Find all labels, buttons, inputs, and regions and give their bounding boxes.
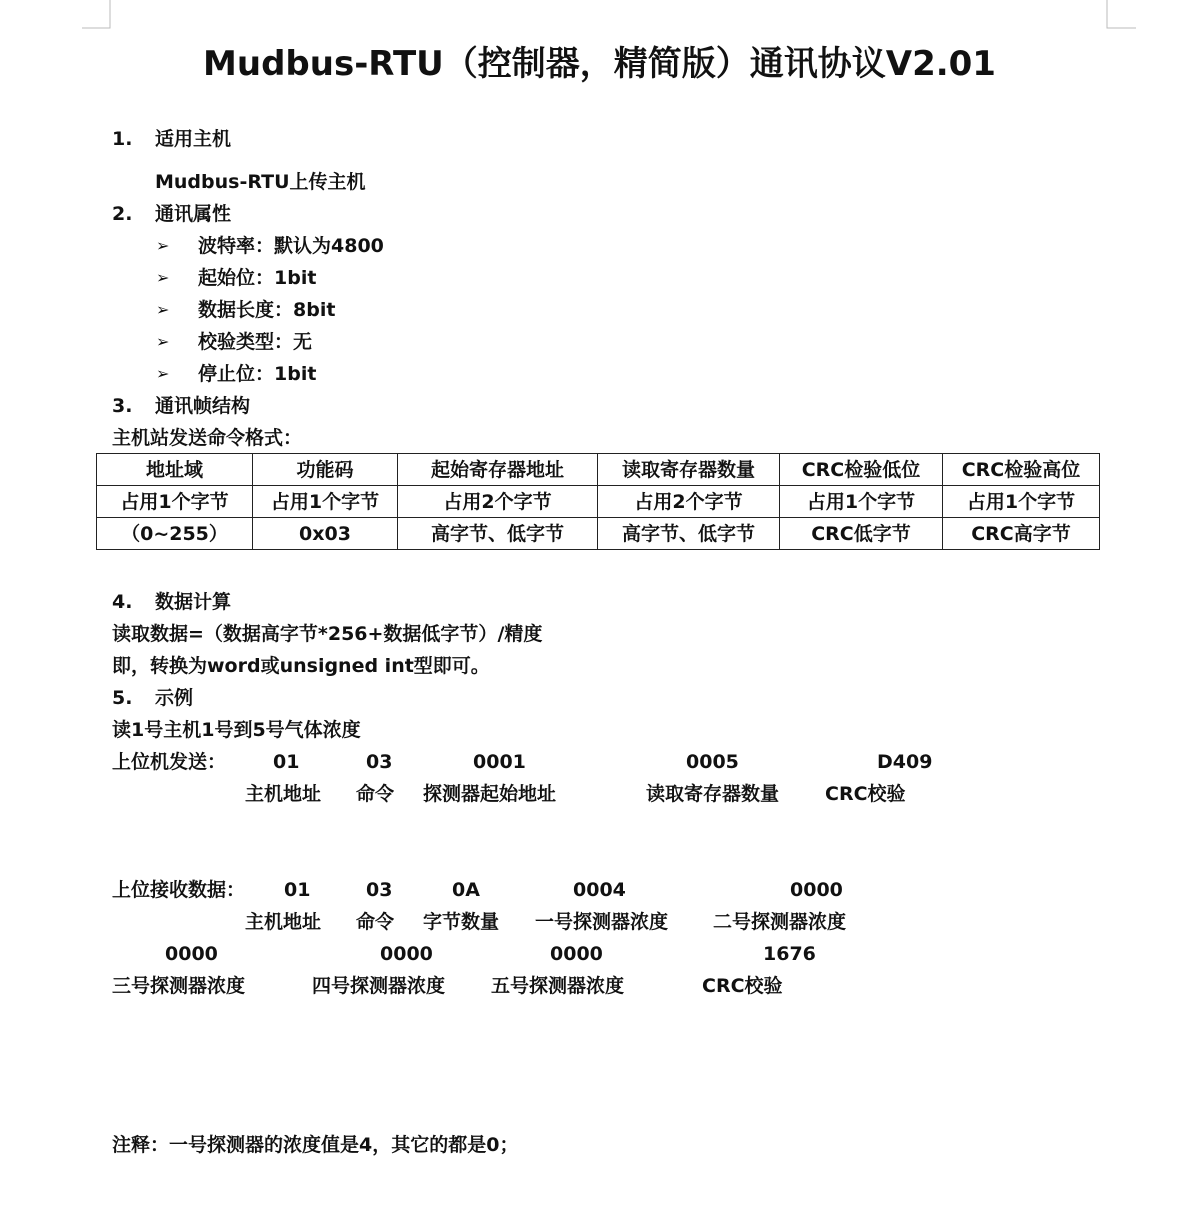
receive-caption: 四号探测器浓度 bbox=[312, 975, 446, 997]
table-cell: CRC低字节 bbox=[780, 518, 943, 550]
table-cell: 占用2个字节 bbox=[598, 486, 780, 518]
send-value: 0001 bbox=[473, 751, 526, 773]
table-row bbox=[97, 486, 1100, 518]
arrow-bullet-icon: ➢ bbox=[156, 332, 170, 351]
table-cell: 读取寄存器数量 bbox=[598, 454, 780, 486]
table-cell: CRC检验高位 bbox=[943, 454, 1100, 486]
list-item: 起始位：1bit bbox=[198, 267, 317, 289]
section-1-body: Mudbus-RTU上传主机 bbox=[155, 171, 366, 193]
table-cell: （0~255） bbox=[97, 518, 253, 550]
footnote: 注释：一号探测器的浓度值是4，其它的都是0； bbox=[112, 1134, 519, 1156]
receive-value: 1676 bbox=[763, 943, 816, 965]
table-cell: 高字节、低字节 bbox=[598, 518, 780, 550]
send-value: D409 bbox=[877, 751, 933, 773]
send-value: 01 bbox=[273, 751, 300, 773]
table-cell: 占用1个字节 bbox=[97, 486, 253, 518]
frame-caption: 主机站发送命令格式： bbox=[112, 427, 303, 449]
table-row bbox=[97, 518, 1100, 550]
arrow-bullet-icon: ➢ bbox=[156, 300, 170, 319]
table-cell: CRC检验低位 bbox=[780, 454, 943, 486]
table-cell: 功能码 bbox=[253, 454, 398, 486]
table-cell: 地址域 bbox=[97, 454, 253, 486]
send-value: 0005 bbox=[686, 751, 739, 773]
table-cell: 占用1个字节 bbox=[780, 486, 943, 518]
receive-label: 上位接收数据： bbox=[112, 879, 246, 901]
table-cell: 占用2个字节 bbox=[398, 486, 598, 518]
send-caption: 命令 bbox=[356, 783, 395, 805]
receive-caption: 二号探测器浓度 bbox=[713, 911, 847, 933]
receive-value: 03 bbox=[366, 879, 393, 901]
list-item: 校验类型：无 bbox=[198, 331, 313, 353]
receive-value: 0000 bbox=[550, 943, 603, 965]
section-5-heading: 示例 bbox=[155, 687, 194, 709]
list-item: 停止位：1bit bbox=[198, 363, 317, 385]
receive-value: 0000 bbox=[165, 943, 218, 965]
formula-text: 读取数据=（数据高字节*256+数据低字节）/精度 bbox=[112, 623, 543, 645]
arrow-bullet-icon: ➢ bbox=[156, 236, 170, 255]
conversion-note: 即，转换为word或unsigned int型即可。 bbox=[112, 655, 490, 677]
document-title: Mudbus-RTU（控制器，精简版）通讯协议V2.01 bbox=[203, 44, 996, 84]
page-corner-mark-left bbox=[82, 0, 112, 30]
table-cell: CRC高字节 bbox=[943, 518, 1100, 550]
receive-value: 01 bbox=[284, 879, 311, 901]
list-item: 波特率：默认为4800 bbox=[198, 235, 384, 257]
table-cell: 高字节、低字节 bbox=[398, 518, 598, 550]
table-cell: 占用1个字节 bbox=[943, 486, 1100, 518]
receive-caption: 字节数量 bbox=[423, 911, 500, 933]
table-cell: 占用1个字节 bbox=[253, 486, 398, 518]
arrow-bullet-icon: ➢ bbox=[156, 268, 170, 287]
receive-value: 0000 bbox=[380, 943, 433, 965]
receive-value: 0004 bbox=[573, 879, 626, 901]
receive-caption: 命令 bbox=[356, 911, 395, 933]
frame-structure-table bbox=[96, 453, 1100, 550]
page-corner-mark-right bbox=[1106, 0, 1136, 30]
receive-caption: CRC校验 bbox=[702, 975, 783, 997]
section-2-number: 2. bbox=[112, 203, 133, 225]
section-2-heading: 通讯属性 bbox=[155, 203, 232, 225]
arrow-bullet-icon: ➢ bbox=[156, 364, 170, 383]
receive-value: 0000 bbox=[790, 879, 843, 901]
send-caption: 读取寄存器数量 bbox=[646, 783, 780, 805]
section-1-heading: 适用主机 bbox=[155, 128, 232, 150]
receive-caption: 主机地址 bbox=[245, 911, 322, 933]
send-caption: 主机地址 bbox=[245, 783, 322, 805]
section-1-number: 1. bbox=[112, 128, 133, 150]
example-description: 读1号主机1号到5号气体浓度 bbox=[112, 719, 361, 741]
receive-caption: 三号探测器浓度 bbox=[112, 975, 246, 997]
section-3-number: 3. bbox=[112, 395, 133, 417]
send-caption: CRC校验 bbox=[825, 783, 906, 805]
table-row bbox=[97, 454, 1100, 486]
list-item: 数据长度：8bit bbox=[198, 299, 336, 321]
receive-caption: 一号探测器浓度 bbox=[535, 911, 669, 933]
section-4-heading: 数据计算 bbox=[155, 591, 232, 613]
table-cell: 0x03 bbox=[253, 518, 398, 550]
section-3-heading: 通讯帧结构 bbox=[155, 395, 251, 417]
table-cell: 起始寄存器地址 bbox=[398, 454, 598, 486]
section-4-number: 4. bbox=[112, 591, 133, 613]
section-5-number: 5. bbox=[112, 687, 133, 709]
receive-value: 0A bbox=[452, 879, 480, 901]
send-caption: 探测器起始地址 bbox=[423, 783, 557, 805]
receive-caption: 五号探测器浓度 bbox=[491, 975, 625, 997]
send-label: 上位机发送： bbox=[112, 751, 227, 773]
send-value: 03 bbox=[366, 751, 393, 773]
